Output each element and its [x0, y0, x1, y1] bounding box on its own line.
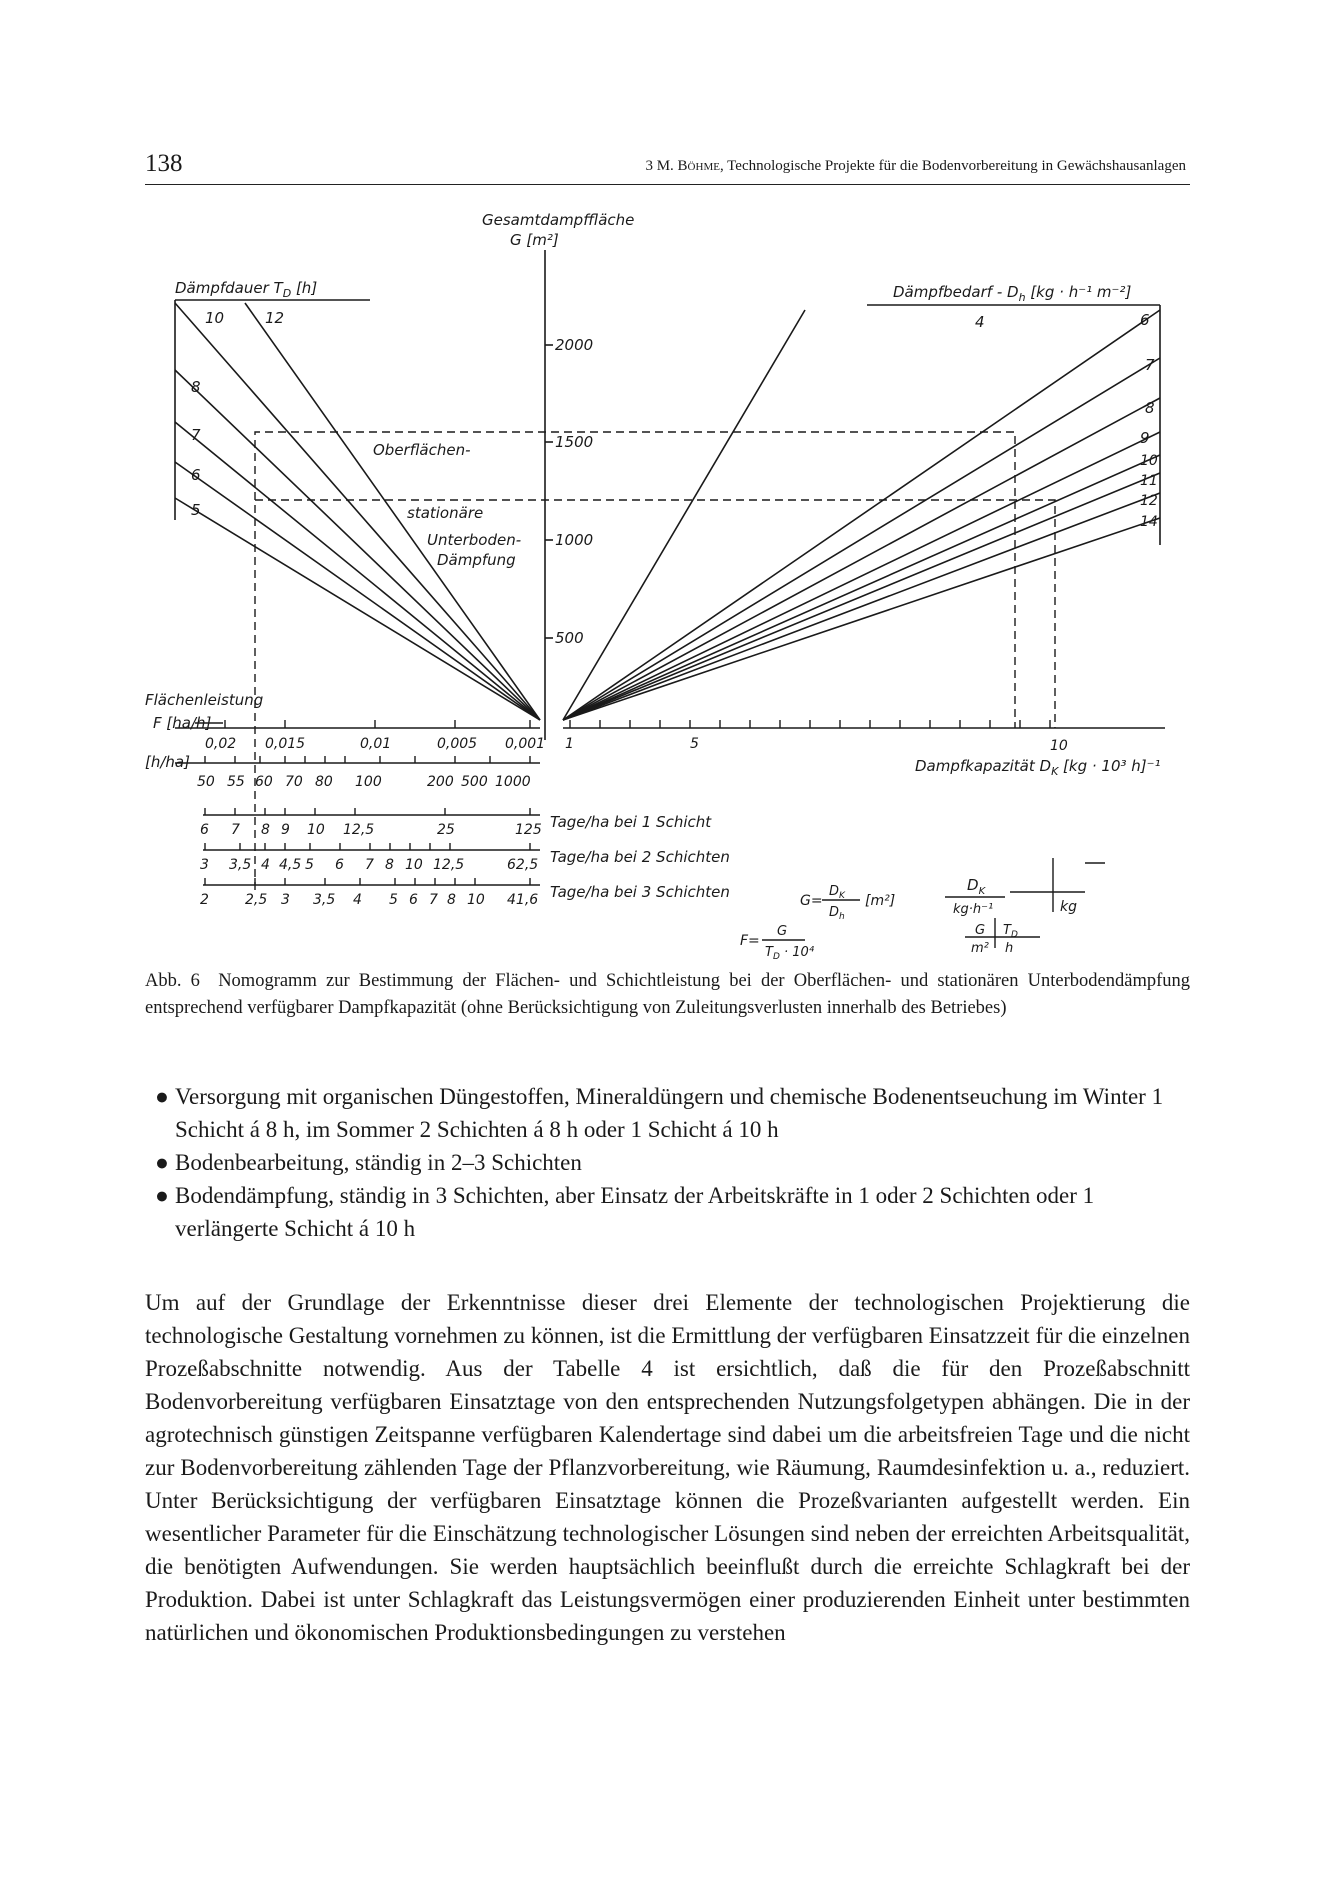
caption-label: Abb. 6: [145, 971, 200, 991]
bullet-icon: ●: [155, 1183, 169, 1208]
days-2-tick-12-5: 12,5: [433, 857, 465, 873]
running-head: [645, 158, 1186, 175]
demand-value-12: 12: [1140, 493, 1158, 509]
days-3-tick-4: 4: [353, 892, 362, 908]
h-per-ha-tick-50: 50: [197, 774, 215, 790]
units-m2: m²: [971, 941, 989, 956]
list-item: [155, 1080, 1190, 1146]
h-per-ha-tick-500: 500: [461, 774, 488, 790]
duration-value-6: 6: [191, 466, 201, 484]
duration-value-10: 10: [205, 309, 225, 327]
days-3-tick-8: 8: [447, 892, 456, 908]
days-2-tick-4-5: 4,5: [279, 857, 302, 873]
demand-line-12: [563, 493, 1160, 720]
demand-value-8: 8: [1145, 399, 1155, 417]
hours-per-ha-label: [h/ha]: [145, 753, 190, 771]
days-2-tick-10: 10: [405, 857, 423, 873]
days-3-tick-10: 10: [467, 892, 485, 908]
days-3-tick-3: 3: [281, 892, 290, 908]
area-output-label: Flächenleistung: [145, 691, 264, 709]
duration-value-8: 8: [191, 378, 201, 396]
subsoil-label: Unterboden-: [427, 531, 522, 549]
caption-text: Nomogramm zur Bestimmung der Flächen- und Schichtleistung bei der Oberflächen- und stationären Unterbodendämpfung entsprechend verfügbarer Dampfkapazität (ohne Berücksichtigung von Zuleitungsverlusten innerhalb des Betriebes): [145, 971, 1190, 1018]
total-area-label-1: Gesamtdampffläche: [482, 211, 635, 229]
formula-g-unit: [m²]: [865, 893, 896, 909]
page-header: [145, 148, 1190, 185]
units-kgh: kg·h⁻¹: [953, 902, 994, 917]
units-g: G: [975, 923, 986, 938]
nomogram-figure: [145, 200, 1190, 960]
days-2-tick-4: 4: [261, 857, 270, 873]
ha-per-h-tick-0.01: 0,01: [360, 736, 392, 752]
demand-value-9: 9: [1140, 429, 1150, 447]
bullet-list: [155, 1080, 1190, 1245]
days-3-tick-3-5: 3,5: [313, 892, 336, 908]
demand-line-7: [563, 358, 1160, 720]
h-per-ha-tick-70: 70: [285, 774, 303, 790]
demand-line-9: [563, 432, 1160, 720]
duration-line-7: [175, 422, 540, 720]
ha-per-h-tick-0.015: 0,015: [265, 736, 306, 752]
days-1-tick-10: 10: [307, 822, 325, 838]
h-per-ha-tick-80: 80: [315, 774, 333, 790]
running-head-author: Böhme: [677, 158, 720, 174]
ha-per-h-tick-0.02: 0,02: [205, 736, 237, 752]
capacity-label: Dampfkapazität $D_K$ [kg · 10³ h]⁻¹: [915, 757, 1161, 778]
demand-line-4: [563, 310, 805, 720]
days-1-tick-6: 6: [200, 822, 209, 838]
days-3-tick-2: 2: [200, 892, 209, 908]
demand-value-10: 10: [1140, 453, 1158, 469]
duration-line-6: [175, 462, 540, 720]
capacity-tick-1: 1: [565, 736, 574, 752]
days-1-tick-8: 8: [261, 822, 270, 838]
running-head-prefix: 3 M.: [645, 158, 674, 174]
days-2-tick-3-5: 3,5: [229, 857, 252, 873]
body-paragraph: Um auf der Grundlage der Erkenntnisse dieser drei Elemente der technologischen Projektierung die technologische Gestaltung vornehmen zu können, ist die Ermittlung der verfügbaren Einsatzzeit für die einzelnen Prozeßabschnitte notwendig. Aus der Tabelle 4 ist ersichtlich, daß die für den Prozeßabschnitt Bodenvorbereitung verfügbaren Einsatztage von den entsprechenden Nutzungsfolgetypen abhängen. Die in der agrotechnisch günstigen Zeitspanne verfügbaren Kalendertage sind dabei um die arbeitsfreien Tage und die nicht zur Bodenvorbereitung zählenden Tage der Pflanzvorbereitung, wie Räumung, Raumdesinfektion u. a., reduziert. Unter Berücksichtigung der verfügbaren Einsatztage können die Prozeßvarianten aufgestellt werden. Ein wesentlicher Parameter für die Einschätzung technologischer Lösungen sind neben der erreichten Arbeitsqualität, die benötigten Aufwendungen. Sie werden hauptsächlich beeinflußt durch die erreichte Schlagkraft bei der Produktion. Dabei ist unter Schlagkraft das Leistungsvermögen einer produzierenden Einheit unter bestimmten natürlichen und ökonomischen Produktionsbedingungen zu verstehen: [145, 1290, 1190, 1645]
demand-line-14: [563, 518, 1160, 720]
days-3-tick-6: 6: [409, 892, 418, 908]
list-item: [155, 1179, 1190, 1245]
demand-value-11: 11: [1140, 473, 1158, 489]
formula-g-den: $D_h$: [829, 905, 845, 922]
days-3-tick-5: 5: [389, 892, 398, 908]
stationary-label: stationäre: [407, 504, 484, 522]
demand-value-14: 14: [1140, 514, 1158, 530]
demand-line-8: [563, 398, 1160, 720]
bullet-icon: ●: [155, 1084, 169, 1109]
days-2-label: Tage/ha bei 2 Schichten: [550, 848, 730, 866]
capacity-tick-10: 10: [1050, 738, 1068, 754]
list-item: [155, 1146, 1190, 1179]
days-2-tick-8: 8: [385, 857, 394, 873]
duration-line-12: [245, 303, 540, 720]
area-output-unit: F [ha/h]: [153, 714, 212, 732]
bullet-text: Versorgung mit organischen Düngestoffen, Mineraldüngern und chemische Bodenentseuchung im Winter 1 Schicht á 8 h, im Sommer 2 Schichten á 8 h oder 1 Schicht á 10 h: [175, 1084, 1164, 1142]
demand-line-10: [563, 455, 1160, 720]
running-head-title: , Technologische Projekte für die Bodenvorbereitung in Gewächshausanlagen: [719, 158, 1186, 174]
formula-f-num: G: [777, 924, 788, 939]
days-2-tick-7: 7: [365, 857, 374, 873]
h-per-ha-tick-55: 55: [227, 774, 245, 790]
guide-stationary: [255, 500, 1055, 728]
days-1-tick-12-5: 12,5: [343, 822, 375, 838]
days-3-tick-2-5: 2,5: [245, 892, 268, 908]
steam-demand-label: Dämpfbedarf - $D_h$ [kg · h⁻¹ m⁻²]: [893, 283, 1132, 304]
area-tick-label-1000: 1000: [555, 531, 594, 549]
area-tick-label-500: 500: [555, 629, 584, 647]
surface-label: Oberflächen-: [373, 441, 471, 459]
days-2-tick-3: 3: [200, 857, 209, 873]
days-1-tick-9: 9: [281, 822, 290, 838]
days-2-tick-5: 5: [305, 857, 314, 873]
days-2-tick-62-5: 62,5: [507, 857, 539, 873]
area-tick-label-1500: 1500: [555, 433, 594, 451]
page-number: 138: [145, 150, 183, 177]
days-3-label: Tage/ha bei 3 Schichten: [550, 883, 730, 901]
steaming-label: Dämpfung: [437, 551, 516, 569]
demand-line-11: [563, 473, 1160, 720]
area-tick-label-2000: 2000: [555, 336, 594, 354]
formula-g-left: G=: [800, 893, 823, 909]
days-1-tick-125: 125: [515, 822, 542, 838]
total-area-label-2: G [m²]: [510, 231, 559, 249]
days-2-tick-6: 6: [335, 857, 344, 873]
units-td: $T_D$: [1003, 923, 1018, 940]
duration-value-12: 12: [265, 309, 285, 327]
duration-value-5: 5: [191, 501, 201, 519]
h-per-ha-tick-100: 100: [355, 774, 382, 790]
bullet-text: Bodenbearbeitung, ständig in 2–3 Schichten: [175, 1150, 582, 1175]
h-per-ha-tick-60: 60: [255, 774, 273, 790]
formula-f-den: $T_D \cdot 10^4$: [765, 945, 815, 960]
demand-value-4: 4: [975, 313, 985, 331]
days-1-tick-7: 7: [231, 822, 240, 838]
capacity-tick-5: 5: [690, 736, 699, 752]
nomogram-svg: [145, 200, 1190, 960]
demand-value-7: 7: [1145, 356, 1155, 374]
days-1-tick-25: 25: [437, 822, 455, 838]
units-dk: $D_K$: [967, 876, 986, 897]
formula-g-num: $D_K$: [829, 884, 845, 901]
duration-value-7: 7: [191, 426, 201, 444]
formula-f-left: F=: [740, 933, 760, 949]
h-per-ha-tick-200: 200: [427, 774, 454, 790]
nomogram-labels: [145, 211, 1161, 960]
days-3-tick-7: 7: [429, 892, 438, 908]
units-h: h: [1005, 941, 1014, 956]
units-kg: kg: [1060, 899, 1077, 915]
bullet-text: Bodendämpfung, ständig in 3 Schichten, aber Einsatz der Arbeitskräfte in 1 oder 2 Schichten oder 1 verlängerte Schicht á 10 h: [175, 1183, 1095, 1241]
figure-caption: [145, 968, 1190, 1022]
days-1-label: Tage/ha bei 1 Schicht: [550, 813, 712, 831]
demand-value-6: 6: [1140, 311, 1150, 329]
bullet-icon: ●: [155, 1150, 169, 1175]
demand-line-6: [563, 310, 1160, 720]
duration-line-10: [175, 303, 540, 720]
days-3-tick-41-6: 41,6: [507, 892, 539, 908]
ha-per-h-tick-0.001: 0,001: [505, 736, 546, 752]
ha-per-h-tick-0.005: 0,005: [437, 736, 478, 752]
h-per-ha-tick-1000: 1000: [495, 774, 531, 790]
steam-duration-label: Dämpfdauer $T_D$ [h]: [175, 279, 318, 300]
